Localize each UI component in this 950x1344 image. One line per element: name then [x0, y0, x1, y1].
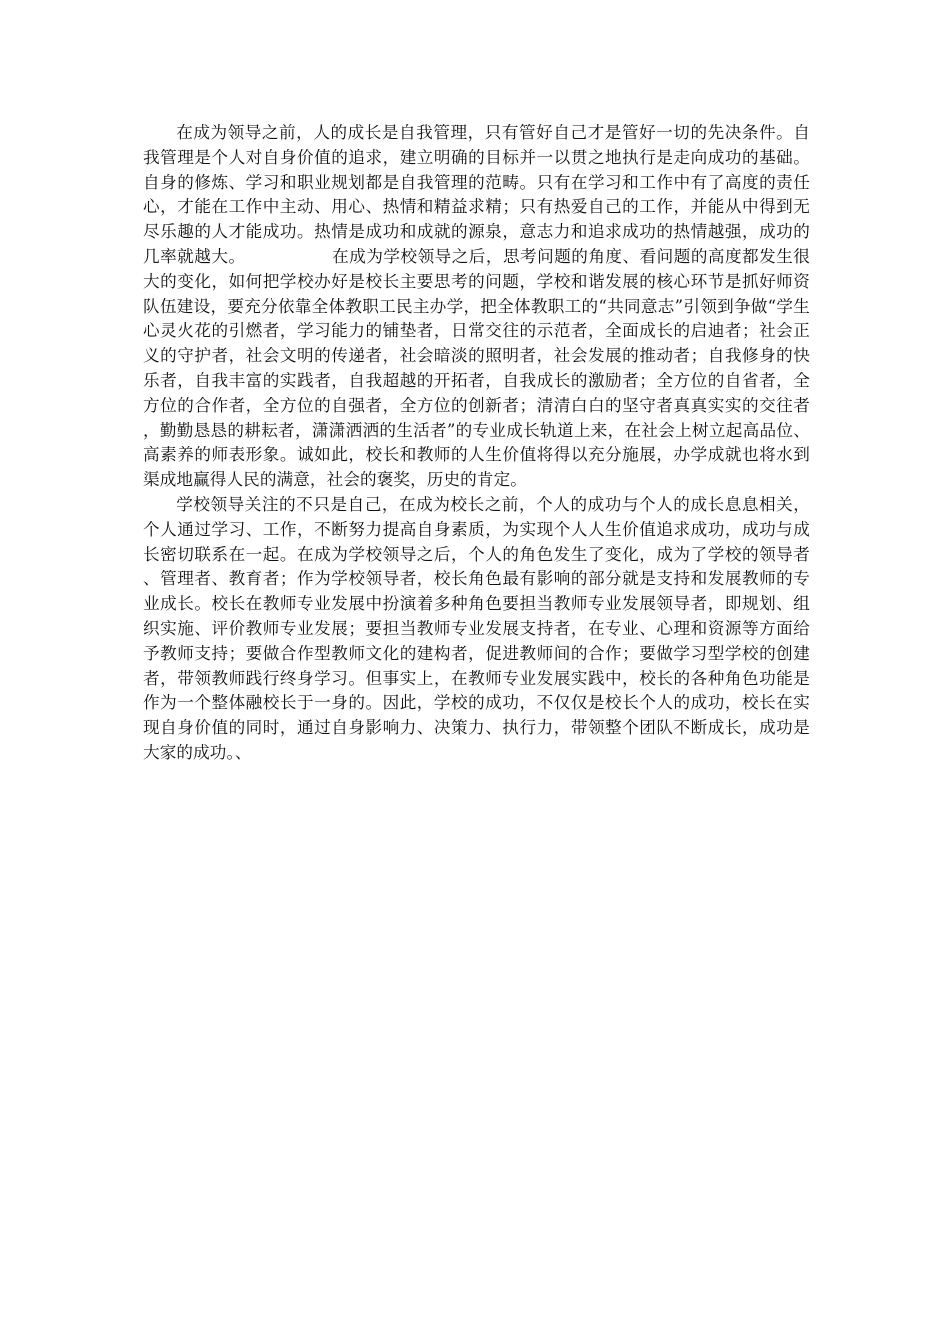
document-body [143, 121, 810, 766]
paragraph-1-part-a: 在成为领导之前，人的成长是自我管理，只有管好自己才是管好一切的先决条件。自我管理是个人对自身价值的追求，建立明确的目标并一以贯之地执行是走向成功的基础。自身的修炼、学习和职业规划都是自我管理的范畴。只有在学习和工作中有了高度的责任心，才能在工作中主动、用心、热情和精益求精；只有热爱自己的工作，并能从中得到无尽乐趣的人才能成功。热情是成功和成就的源泉，意志力和追求成功的热情越强，成功的几率就越大。 [143, 123, 810, 266]
paragraph-1-part-b: 在成为学校领导之后，思考问题的角度、看问题的高度都发生很大的变化，如何把学校办好是校长主要思考的问题，学校和谐发展的核心环节是抓好师资队伍建设，要充分依靠全体教职工民主办学，把全体教职工的“共同意志”引领到争做“学生心灵火花的引燃者，学习能力的铺垫者，日常交往的示范者，全面成长的启迪者；社会正义的守护者，社会文明的传递者，社会暗淡的照明者，社会发展的推动者；自我修身的快乐者，自我丰富的实践者，自我超越的开拓者，自我成长的激励者；全方位的自省者，全方位的合作者，全方位的自强者，全方位的创新者；清清白白的坚守者真真实实的交往者，勤勤恳恳的耕耘者，潇潇洒洒的生活者”的专业成长轨道上来，在社会上树立起高品位、高素养的师表形象。诚如此，校长和教师的人生价值将得以充分施展，办学成就也将水到渠成地赢得人民的满意，社会的褒奖，历史的肯定。 [143, 246, 810, 490]
paragraph-2: 学校领导关注的不只是自己，在成为校长之前，个人的成功与个人的成长息息相关，个人通过学习、工作，不断努力提高自身素质，为实现个人人生价值追求成功，成功与成长密切联系在一起。在成为学校领导之后，个人的角色发生了变化，成为了学校的领导者、管理者、教育者；作为学校领导者，校长角色最有影响的部分就是支持和发展教师的专业成长。校长在教师专业发展中扮演着多种角色要担当教师专业发展领导者，即规划、组织实施、评价教师专业发展；要担当教师专业发展支持者，在专业、心理和资源等方面给予教师支持；要做合作型教师文化的建构者，促进教师间的合作；要做学习型学校的创建者，带领教师践行终身学习。但事实上，在教师专业发展实践中，校长的各种角色功能是作为一个整体融校长于一身的。因此，学校的成功，不仅仅是校长个人的成功，校长在实现自身价值的同时，通过自身影响力、决策力、执行力，带领整个团队不断成长，成功是大家的成功。、 [143, 494, 810, 762]
paragraph-1 [143, 121, 810, 493]
